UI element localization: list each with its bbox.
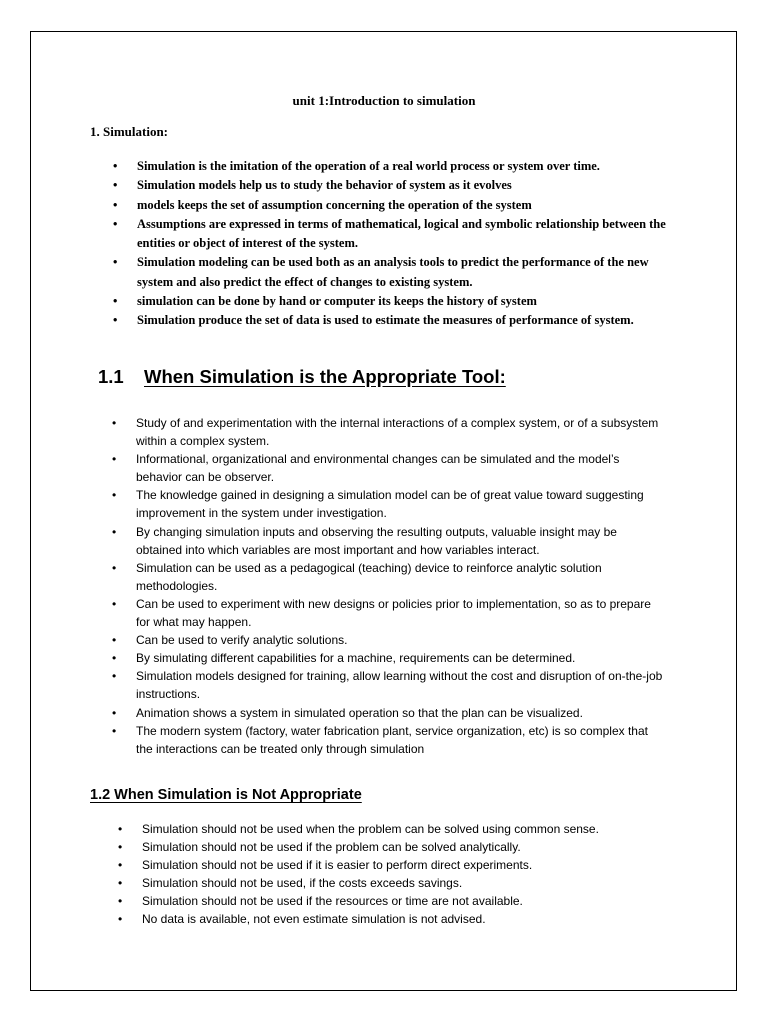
bullet-icon: • bbox=[118, 911, 123, 926]
section-heading-not-appropriate: 1.2 When Simulation is Not Appropriate bbox=[90, 787, 362, 803]
bullet-icon: • bbox=[118, 822, 123, 836]
list-item: • Simulation should not be used if the resources or time are not available. bbox=[142, 893, 682, 911]
bullet-icon: • bbox=[112, 651, 117, 666]
bullet-icon: • bbox=[112, 596, 117, 611]
not-appropriate-bullet-list bbox=[118, 821, 682, 928]
list-item: • Study of and experimentation with the internal interactions of a complex system, or of a subsystem within a complex system. bbox=[112, 416, 659, 449]
section-heading-appropriate-tool bbox=[98, 366, 506, 388]
bullet-icon: • bbox=[113, 159, 118, 173]
bullet-icon: • bbox=[112, 723, 117, 738]
list-item: • Assumptions are expressed in terms of mathematical, logical and symbolic relationship between the entities or object of interest of the system. bbox=[113, 216, 666, 251]
bullet-icon: • bbox=[113, 313, 118, 328]
bullet-icon: • bbox=[113, 294, 118, 309]
appropriate-tool-bullet-list bbox=[112, 414, 666, 758]
bullet-icon: • bbox=[112, 633, 117, 648]
list-item: • Simulation produce the set of data is used to estimate the measures of performance of system. bbox=[137, 311, 682, 330]
list-item: • Simulation can be used as a pedagogical (teaching) device to reinforce analytic solution methodologies. bbox=[112, 560, 602, 593]
list-item: • By changing simulation inputs and observing the resulting outputs, valuable insight may be obtained into which variables are most important and how variables interact. bbox=[112, 524, 617, 557]
list-item: • No data is available, not even estimate simulation is not advised. bbox=[142, 911, 682, 929]
bullet-icon: • bbox=[113, 255, 118, 270]
bullet-icon: • bbox=[112, 452, 117, 467]
list-item: • By simulating different capabilities for a machine, requirements can be determined. bbox=[136, 649, 666, 667]
bullet-icon: • bbox=[118, 839, 123, 854]
bullet-icon: • bbox=[112, 560, 117, 575]
list-item: • Simulation is the imitation of the operation of a real world process or system over time. bbox=[137, 157, 682, 176]
list-item: • Informational, organizational and environmental changes can be simulated and the model’s behavior can be observer. bbox=[112, 452, 620, 485]
document-title: unit 1:Introduction to simulation bbox=[292, 93, 476, 108]
list-item: • Simulation should not be used, if the costs exceeds savings. bbox=[142, 875, 682, 893]
bullet-icon: • bbox=[118, 875, 123, 890]
bullet-icon: • bbox=[113, 197, 118, 212]
section-heading-text: When Simulation is the Appropriate Tool: bbox=[144, 366, 506, 387]
bullet-icon: • bbox=[112, 669, 117, 684]
simulation-bullet-list bbox=[113, 157, 682, 331]
list-item: • The modern system (factory, water fabrication plant, service organization, etc) is so complex that the interactions can be treated only through simulation bbox=[112, 723, 648, 756]
bullet-icon: • bbox=[118, 857, 123, 872]
bullet-icon: • bbox=[113, 178, 118, 193]
list-item: • Can be used to experiment with new designs or policies prior to implementation, so as to prepare for what may happen. bbox=[112, 596, 651, 630]
bullet-icon: • bbox=[113, 216, 118, 231]
list-item: • Simulation models help us to study the behavior of system as it evolves bbox=[137, 176, 682, 195]
bullet-icon: • bbox=[112, 705, 117, 720]
list-item: • Animation shows a system in simulated operation so that the plan can be visualized. bbox=[136, 704, 666, 722]
bullet-icon: • bbox=[112, 488, 117, 503]
list-item: • Simulation modeling can be used both as an analysis tools to predict the performance of the new system and also predict the effect of changes to existing system. bbox=[113, 255, 649, 289]
section-number: 1.1 bbox=[98, 366, 124, 387]
list-item: • The knowledge gained in designing a simulation model can be of great value toward suggesting improvement in the system under investigation. bbox=[112, 488, 644, 521]
bullet-icon: • bbox=[118, 893, 123, 908]
bullet-icon: • bbox=[112, 416, 117, 430]
list-item: • Simulation should not be used when the problem can be solved using common sense. bbox=[142, 821, 682, 839]
list-item: • Simulation models designed for training, allow learning without the cost and disruption of on-the-job instructions. bbox=[112, 669, 663, 702]
list-item: • simulation can be done by hand or computer its keeps the history of system bbox=[137, 292, 682, 311]
bullet-icon: • bbox=[112, 524, 117, 539]
list-item: • Simulation should not be used if it is easier to perform direct experiments. bbox=[142, 857, 682, 875]
list-item: • Simulation should not be used if the problem can be solved analytically. bbox=[142, 839, 682, 857]
section-heading-simulation: 1. Simulation: bbox=[90, 124, 169, 139]
list-item: • models keeps the set of assumption concerning the operation of the system bbox=[137, 196, 682, 215]
list-item: • Can be used to verify analytic solutions. bbox=[136, 631, 666, 649]
